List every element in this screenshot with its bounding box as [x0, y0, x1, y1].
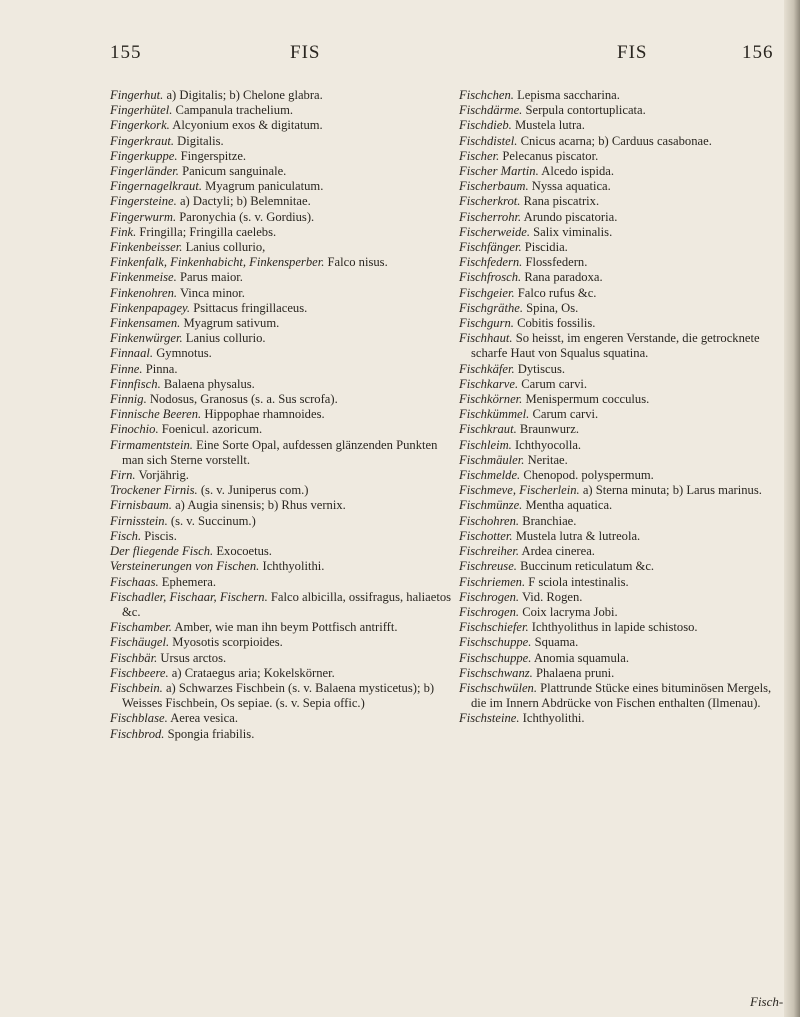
entry-definition: Falco nisus. [327, 255, 388, 270]
dictionary-entry [459, 635, 779, 650]
entry-term: Finkenbeisser. [110, 240, 183, 255]
dictionary-entry [459, 620, 779, 635]
entry-term: Fischohren. [459, 513, 520, 528]
entry-definition: Phalaena pruni. [535, 665, 615, 680]
entry-definition: Mustela lutra. [514, 118, 585, 133]
dictionary-entry [110, 362, 452, 377]
entry-term: Fischschwülen. [459, 680, 537, 695]
entry-definition: Menispermum cocculus. [525, 392, 650, 407]
entry-term: Fischfrosch. [459, 270, 522, 285]
entry-term: Fischhaut. [459, 331, 513, 346]
entry-definition: Anomia squamula. [533, 650, 630, 665]
dictionary-entry [459, 544, 779, 559]
entry-term: Fischrogen. [459, 589, 520, 604]
dictionary-entry [110, 377, 452, 392]
entry-definition: Psittacus fringillaceus. [193, 300, 308, 315]
entry-term: Fischchen. [459, 88, 514, 102]
entry-term: Fischbein. [110, 680, 163, 695]
entry-term: Fischmäuler. [459, 452, 525, 467]
dictionary-entry [110, 575, 452, 590]
entry-term: Fischmünze. [459, 498, 523, 513]
entry-definition: Vid. Rogen. [521, 589, 583, 604]
dictionary-entry [459, 711, 779, 726]
entry-definition: Buccinum reticulatum &c. [520, 559, 655, 574]
entry-definition: Myagrum paniculatum. [205, 179, 324, 194]
entry-definition: Myosotis scorpioides. [172, 635, 283, 650]
entry-definition: Serpula contortuplicata. [525, 103, 646, 118]
dictionary-entry [110, 194, 452, 209]
dictionary-entry [110, 529, 452, 544]
entry-definition: Salix viminalis. [533, 224, 613, 239]
entry-term: Fischerkrot. [459, 194, 521, 209]
entry-term: Fischrogen. [459, 604, 520, 619]
entry-definition: Campanula trachelium. [175, 103, 294, 118]
entry-term: Firnisbaum. [110, 498, 172, 513]
entry-definition: Mustela lutra & lutreola. [515, 528, 641, 543]
dictionary-entry [110, 666, 452, 681]
entry-definition: Eine Sorte Opal, aufdessen glänzenden Punkten man sich Sterne vorstellt. [122, 437, 438, 467]
dictionary-entry [110, 286, 452, 301]
entry-term: Finne. [110, 361, 143, 376]
entry-term: Fischdieb. [459, 118, 512, 133]
entry-term: Fischschiefer. [459, 620, 529, 635]
dictionary-entry [110, 331, 452, 346]
entry-definition: Ichthyocolla. [514, 437, 582, 452]
entry-definition: Digitalis. [177, 133, 224, 148]
dictionary-entry [459, 301, 779, 316]
dictionary-entry [459, 681, 779, 711]
entry-term: Fingersteine. [110, 194, 177, 209]
entry-definition: (s. v. Juniperus com.) [200, 483, 309, 498]
dictionary-entry [110, 407, 452, 422]
entry-definition: Alcedo ispida. [541, 164, 614, 179]
entry-definition: Nodosus, Granosus (s. a. Sus scrofa). [149, 392, 338, 407]
entry-term: Fischmeve, Fischerlein. [459, 483, 580, 498]
catchword: Fisch- [750, 994, 784, 1009]
entry-definition: Squama. [534, 635, 579, 650]
entry-term: Fischkäfer. [459, 361, 515, 376]
dictionary-entry [110, 544, 452, 559]
dictionary-entry [110, 590, 452, 620]
dictionary-entry [459, 575, 779, 590]
entry-term: Fingerkuppe. [110, 148, 178, 163]
dictionary-entry [459, 392, 779, 407]
dictionary-entry [110, 727, 452, 742]
entry-term: Fisch. [110, 528, 142, 543]
entry-definition: Cnicus acarna; b) Carduus casabonae. [520, 133, 712, 148]
entry-term: Finnig. [110, 392, 147, 407]
entry-definition: Coix lacryma Jobi. [522, 604, 618, 619]
entry-definition: Ardea cinerea. [521, 544, 595, 559]
dictionary-entry [459, 529, 779, 544]
entry-term: Fischerrohr. [459, 209, 522, 224]
dictionary-entry [110, 255, 452, 270]
entry-term: Fischotter. [459, 528, 513, 543]
entry-term: Fischgräthe. [459, 300, 524, 315]
entry-term: Fischreuse. [459, 559, 517, 574]
dictionary-entry [110, 210, 452, 225]
dictionary-entry [110, 118, 452, 133]
entry-term: Fink. [110, 224, 137, 239]
dictionary-entry [110, 301, 452, 316]
dictionary-entry [110, 88, 452, 103]
entry-term: Der fliegende Fisch. [110, 544, 214, 559]
entry-definition: Ursus arctos. [160, 650, 227, 665]
dictionary-entry [110, 392, 452, 407]
entry-definition: Vinca minor. [179, 285, 245, 300]
entry-term: Fischer. [459, 148, 500, 163]
entry-definition: Spongia friabilis. [167, 726, 255, 741]
page-number-left: 155 [110, 42, 142, 63]
entry-definition: Pinna. [145, 361, 178, 376]
dictionary-entry [110, 149, 452, 164]
dictionary-entry [459, 559, 779, 574]
right-column [459, 88, 779, 727]
dictionary-entry [459, 514, 779, 529]
entry-definition: a) Digitalis; b) Chelone glabra. [166, 88, 323, 102]
entry-definition: (s. v. Succinum.) [170, 513, 256, 528]
entry-definition: Aerea vesica. [170, 711, 239, 726]
dictionary-entry [110, 514, 452, 529]
entry-definition: Ichthyolithi. [522, 711, 585, 726]
entry-term: Fischblase. [110, 711, 168, 726]
entry-term: Fischer Martin. [459, 164, 539, 179]
entry-term: Fischreiher. [459, 544, 520, 559]
dictionary-entry [459, 240, 779, 255]
entry-term: Fischschuppe. [459, 635, 532, 650]
dictionary-entry [459, 498, 779, 513]
entry-term: Fischschuppe. [459, 650, 532, 665]
dictionary-entry [110, 316, 452, 331]
entry-term: Fischriemen. [459, 574, 526, 589]
entry-definition: Carum carvi. [532, 407, 599, 422]
entry-term: Fingerkork. [110, 118, 170, 133]
dictionary-entry [459, 407, 779, 422]
dictionary-entry [110, 103, 452, 118]
entry-definition: F sciola intestinalis. [528, 574, 629, 589]
dictionary-entry [459, 149, 779, 164]
entry-definition: Carum carvi. [521, 376, 588, 391]
page-edge-shadow [784, 0, 800, 1017]
dictionary-entry [459, 666, 779, 681]
entry-term: Finkenfalk, Finkenhabicht, Finkensperber. [110, 255, 325, 270]
entry-term: Fischbeere. [110, 665, 169, 680]
entry-definition: Ichthyolithus in lapide schistoso. [531, 620, 698, 635]
entry-definition: Lanius collurio. [185, 331, 266, 346]
entry-definition: Panicum sanguinale. [182, 164, 287, 179]
entry-definition: Paronychia (s. v. Gordius). [179, 209, 315, 224]
entry-term: Finkenohren. [110, 285, 178, 300]
entry-definition: Hippophae rhamnoides. [204, 407, 325, 422]
entry-term: Fischgurn. [459, 316, 514, 331]
entry-term: Fingerländer. [110, 164, 179, 179]
entry-definition: Chenopod. polyspermum. [523, 468, 654, 483]
dictionary-entry [459, 605, 779, 620]
dictionary-entry [459, 590, 779, 605]
dictionary-entry [459, 194, 779, 209]
entry-term: Fischleim. [459, 437, 512, 452]
entry-term: Versteinerungen von Fischen. [110, 559, 260, 574]
entry-term: Firmamentstein. [110, 437, 193, 452]
dictionary-entry [110, 468, 452, 483]
entry-term: Fischmelde. [459, 468, 521, 483]
entry-term: Fischschwanz. [459, 665, 533, 680]
entry-term: Fischaas. [110, 574, 159, 589]
dictionary-entry [110, 164, 452, 179]
entry-term: Fingerkraut. [110, 133, 175, 148]
entry-term: Finnaal. [110, 346, 154, 361]
entry-definition: Arundo piscatoria. [523, 209, 618, 224]
entry-term: Firnisstein. [110, 513, 168, 528]
entry-term: Fischdistel. [459, 133, 518, 148]
entry-definition: Piscis. [144, 528, 177, 543]
entry-definition: Lepisma saccharina. [517, 88, 620, 102]
dictionary-entry [110, 134, 452, 149]
entry-term: Firn. [110, 468, 136, 483]
entry-term: Fingerhut. [110, 88, 164, 102]
dictionary-entry [459, 286, 779, 301]
entry-definition: Lanius collurio, [185, 240, 266, 255]
dictionary-entry [459, 134, 779, 149]
entry-definition: a) Crataegus aria; Kokelskörner. [171, 665, 335, 680]
entry-term: Fischsteine. [459, 711, 520, 726]
entry-definition: Spina, Os. [526, 300, 579, 315]
entry-term: Fischbär. [110, 650, 158, 665]
dictionary-entry [459, 377, 779, 392]
dictionary-entry [459, 179, 779, 194]
dictionary-entry [459, 103, 779, 118]
entry-term: Trockener Firnis. [110, 483, 198, 498]
dictionary-entry [110, 711, 452, 726]
running-head-left: FIS [290, 42, 321, 63]
entry-definition: Flossfedern. [525, 255, 588, 270]
entry-definition: Nyssa aquatica. [531, 179, 611, 194]
dictionary-entry [110, 346, 452, 361]
dictionary-entry [110, 438, 452, 468]
entry-term: Fischgeier. [459, 285, 515, 300]
dictionary-entry [110, 651, 452, 666]
dictionary-entry [459, 88, 779, 103]
dictionary-entry [459, 210, 779, 225]
entry-definition: Fringilla; Fringilla caelebs. [139, 224, 277, 239]
entry-definition: Piscidia. [524, 240, 568, 255]
dictionary-entry [459, 483, 779, 498]
entry-definition: Parus maior. [179, 270, 243, 285]
entry-term: Finnische Beeren. [110, 407, 202, 422]
entry-definition: Rana piscatrix. [523, 194, 600, 209]
entry-definition: Balaena physalus. [163, 376, 255, 391]
entry-definition: Dytiscus. [517, 361, 565, 376]
entry-term: Fischkraut. [459, 422, 517, 437]
dictionary-entry [459, 453, 779, 468]
entry-term: Finkensamen. [110, 316, 181, 331]
entry-definition: Ephemera. [161, 574, 216, 589]
entry-term: Finkenpapagey. [110, 300, 191, 315]
entry-definition: Braunwurz. [519, 422, 579, 437]
dictionary-entry [459, 164, 779, 179]
entry-term: Fischerbaum. [459, 179, 529, 194]
dictionary-entry [459, 118, 779, 133]
entry-term: Fischkümmel. [459, 407, 530, 422]
dictionary-entry [459, 438, 779, 453]
entry-definition: Pelecanus piscator. [502, 148, 599, 163]
entry-term: Fingernagelkraut. [110, 179, 202, 194]
entry-definition: Myagrum sativum. [183, 316, 280, 331]
entry-term: Finkenwürger. [110, 331, 183, 346]
entry-term: Fischfedern. [459, 255, 523, 270]
entry-term: Fingerwurm. [110, 209, 177, 224]
dictionary-entry [110, 483, 452, 498]
dictionary-entry [110, 422, 452, 437]
entry-definition: a) Sterna minuta; b) Larus marinus. [582, 483, 762, 498]
left-column [110, 88, 452, 742]
dictionary-entry [459, 255, 779, 270]
dictionary-entry [110, 270, 452, 285]
entry-definition: Cobitis fossilis. [517, 316, 596, 331]
entry-definition: Amber, wie man ihn beym Pottfisch antrifft. [174, 620, 398, 635]
entry-term: Fischkörner. [459, 392, 523, 407]
entry-definition: Falco albicilla, ossifragus, haliaetos &c. [122, 589, 452, 619]
entry-definition: a) Schwarzes Fischbein (s. v. Balaena mysticetus); b) Weisses Fischbein, Os sepiae. (s. v. Sepia offic.) [122, 680, 435, 711]
dictionary-entry [110, 559, 452, 574]
entry-term: Fischdärme. [459, 103, 523, 118]
dictionary-entry [110, 620, 452, 635]
entry-term: Fischamber. [110, 620, 172, 635]
entry-term: Finnfisch. [110, 376, 161, 391]
entry-definition: So heisst, im engeren Verstande, die getrocknete scharfe Haut von Squalus squatina. [471, 331, 760, 361]
entry-term: Fingerhütel. [110, 103, 173, 118]
entry-definition: Mentha aquatica. [525, 498, 613, 513]
dictionary-entry [459, 270, 779, 285]
entry-definition: Neritae. [527, 452, 568, 467]
entry-definition: Exocoetus. [216, 544, 272, 559]
dictionary-entry [459, 468, 779, 483]
entry-term: Finkenmeise. [110, 270, 177, 285]
entry-definition: a) Dactyli; b) Belemnitae. [179, 194, 311, 209]
entry-term: Fischkarve. [459, 376, 519, 391]
entry-term: Fischfänger. [459, 240, 522, 255]
dictionary-entry [459, 225, 779, 240]
entry-term: Finochio. [110, 422, 159, 437]
dictionary-entry [459, 422, 779, 437]
entry-definition: Branchiae. [522, 513, 577, 528]
entry-term: Fischerweide. [459, 224, 530, 239]
entry-definition: Fingerspitze. [180, 148, 247, 163]
entry-definition: Foenicul. azoricum. [161, 422, 263, 437]
entry-definition: Vorjährig. [138, 468, 189, 483]
entry-definition: Rana paradoxa. [524, 270, 603, 285]
dictionary-entry [459, 362, 779, 377]
dictionary-entry [459, 316, 779, 331]
dictionary-entry [459, 331, 779, 361]
entry-term: Fischadler, Fischaar, Fischern. [110, 589, 268, 604]
entry-definition: Plattrunde Stücke eines bituminösen Mergels, die im Innern Abdrücke von Fischen enthalten (Ilmenau). [471, 680, 772, 711]
entry-definition: Gymnotus. [156, 346, 212, 361]
dictionary-entry [110, 240, 452, 255]
dictionary-entry [110, 681, 452, 711]
entry-term: Fischbrod. [110, 726, 165, 741]
running-head-right: FIS [617, 42, 648, 63]
entry-definition: a) Augia sinensis; b) Rhus vernix. [175, 498, 346, 513]
dictionary-entry [110, 225, 452, 240]
entry-term: Fischäugel. [110, 635, 170, 650]
entry-definition: Alcyonium exos & digitatum. [172, 118, 323, 133]
dictionary-entry [110, 498, 452, 513]
dictionary-entry [110, 179, 452, 194]
entry-definition: Falco rufus &c. [517, 285, 597, 300]
dictionary-entry [459, 651, 779, 666]
page-number-right: 156 [742, 42, 774, 63]
entry-definition: Ichthyolithi. [262, 559, 325, 574]
dictionary-entry [110, 635, 452, 650]
